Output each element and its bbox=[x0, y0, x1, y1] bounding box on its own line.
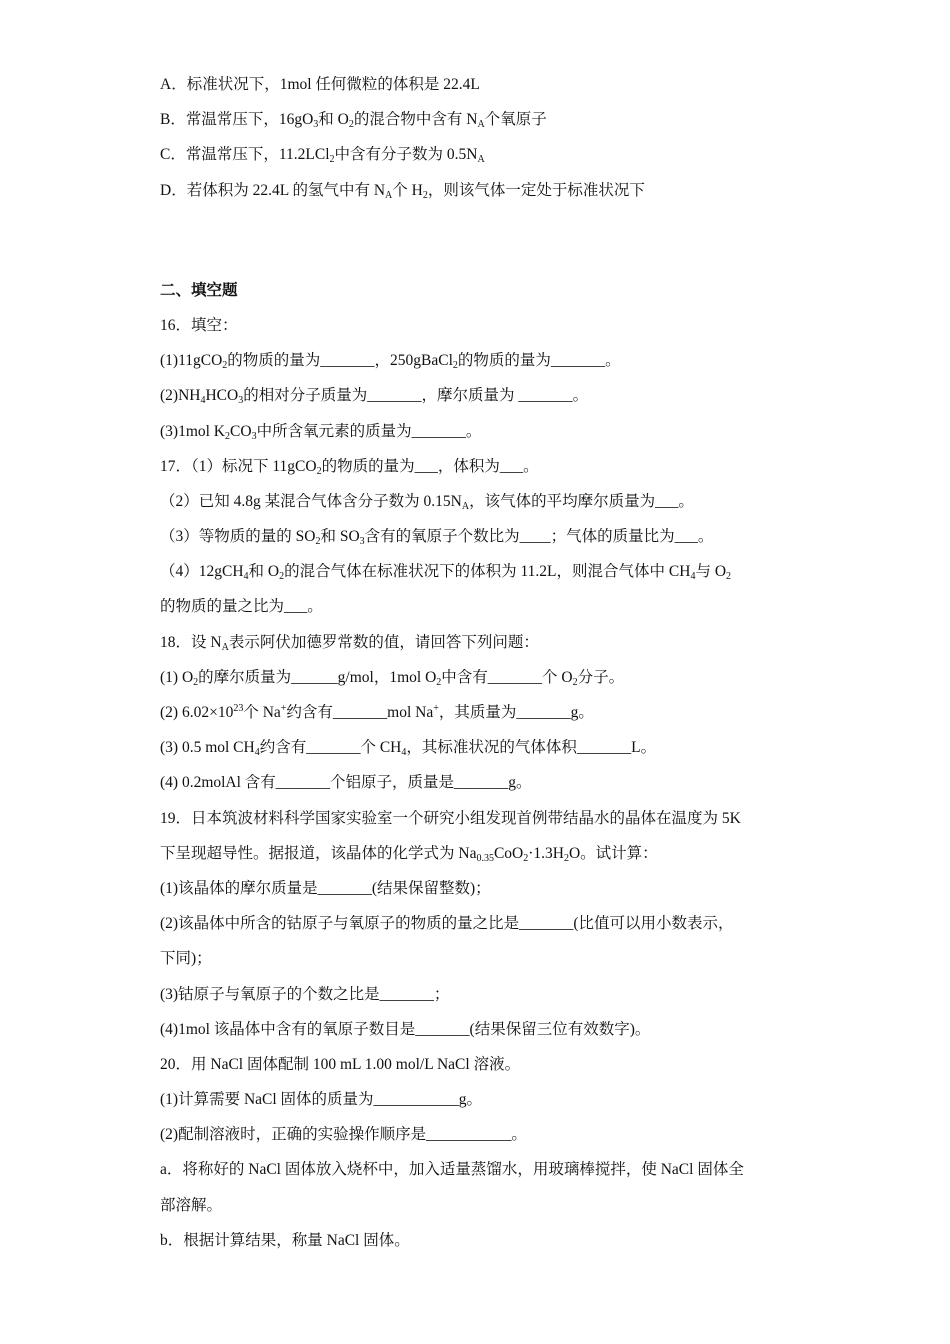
text-run: 含有的氧原子个数比为____；气体的质量比为___。 bbox=[364, 528, 714, 546]
answer-option bbox=[160, 144, 800, 179]
question-line bbox=[160, 1159, 800, 1194]
text-run: ，该气体的平均摩尔质量为___。 bbox=[469, 492, 694, 510]
text-run: 下同)； bbox=[160, 950, 212, 968]
subscript: 2 bbox=[225, 430, 231, 442]
text-run: 的物质的量为_______。 bbox=[457, 352, 621, 370]
text-run: 的摩尔质量为______g/mol，1mol O bbox=[198, 668, 437, 686]
question-line bbox=[160, 772, 800, 807]
text-run: HCO bbox=[205, 387, 239, 405]
text-run: C．常温常压下，11.2LCl bbox=[160, 146, 330, 164]
question-line bbox=[160, 667, 800, 702]
question-line bbox=[160, 596, 800, 631]
subscript: 2 bbox=[193, 676, 199, 688]
text-run: (3) 0.5 mol CH bbox=[160, 739, 255, 757]
text-run: （4）12gCH bbox=[160, 563, 244, 581]
text-run: 17．（1）标况下 11gCO bbox=[160, 457, 317, 475]
text-run: ，则该气体一定处于标准状况下 bbox=[427, 181, 645, 199]
text-run: 个氧原子 bbox=[484, 111, 547, 129]
text-run: (1)11gCO bbox=[160, 352, 223, 370]
question-line bbox=[160, 1089, 800, 1124]
text-run: A．标准状况下，1mol 任何微粒的体积是 22.4L bbox=[160, 76, 480, 93]
question-line bbox=[160, 1230, 800, 1265]
superscript: 23 bbox=[233, 703, 244, 714]
text-run: 中含有分子数为 0.5N bbox=[334, 146, 478, 164]
text-run: (1) O bbox=[160, 668, 194, 686]
answer-option bbox=[160, 74, 800, 109]
text-run: (4) 0.2molAl 含有_______个铝原子，质量是_______g。 bbox=[160, 774, 532, 792]
answer-option bbox=[160, 180, 800, 215]
text-run: （3）等物质的量的 SO bbox=[160, 528, 316, 546]
text-run: 约含有_______mol Na bbox=[286, 704, 434, 721]
section-gap bbox=[160, 215, 800, 280]
text-run: 的相对分子质量为_______，摩尔质量为 _______。 bbox=[243, 387, 589, 405]
subscript: 2 bbox=[329, 154, 335, 166]
subscript: 2 bbox=[572, 676, 578, 688]
text-run: 18．设 N bbox=[160, 633, 222, 651]
text-run: ，其标准状况的气体体积_______L。 bbox=[406, 739, 657, 757]
text-run: (3)1mol K bbox=[160, 422, 226, 440]
subscript: A bbox=[385, 189, 393, 201]
question-line bbox=[160, 456, 800, 491]
subscript: 2 bbox=[348, 119, 354, 131]
text-run: CO bbox=[230, 422, 252, 440]
text-run: CoO bbox=[493, 844, 524, 862]
subscript: 4 bbox=[200, 395, 206, 407]
text-run: b．根据计算结果，称量 NaCl 固体。 bbox=[160, 1231, 410, 1249]
text-run: 表示阿伏加德罗常数的值，请回答下列问题： bbox=[228, 633, 539, 651]
section-heading bbox=[160, 280, 800, 315]
subscript: 4 bbox=[401, 747, 407, 759]
question-line bbox=[160, 808, 800, 843]
subscript: A bbox=[477, 119, 485, 131]
text-run: B．常温常压下，16gO bbox=[160, 111, 314, 129]
text-run: (4)1mol 该晶体中含有的氧原子数目是_______(结果保留三位有效数字)。 bbox=[160, 1020, 651, 1038]
question-line bbox=[160, 491, 800, 526]
question-line bbox=[160, 526, 800, 561]
subscript: 2 bbox=[422, 189, 428, 201]
text-run: a．将称好的 NaCl 固体放入烧杯中，加入适量蒸馏水，用玻璃棒搅拌，使 NaCl 固体全 bbox=[160, 1161, 744, 1179]
text-run: 个 Na bbox=[243, 704, 281, 721]
text-run: 的物质的量为___，体积为___。 bbox=[321, 457, 539, 475]
subscript: 4 bbox=[690, 571, 696, 583]
text-run: 中含有_______个 O bbox=[441, 668, 573, 686]
text-run: (2)该晶体中所含的钴原子与氧原子的物质的量之比是_______(比值可以用小数表示， bbox=[160, 915, 734, 933]
subscript: 2 bbox=[436, 676, 442, 688]
text-run: 20．用 NaCl 固体配制 100 mL 1.00 mol/L NaCl 溶液。 bbox=[160, 1055, 521, 1073]
text-run: (1)计算需要 NaCl 固体的质量为___________g。 bbox=[160, 1091, 483, 1109]
text-run: ·1.3H bbox=[528, 844, 564, 862]
question-line bbox=[160, 843, 800, 878]
question-line bbox=[160, 1054, 800, 1089]
superscript: + bbox=[433, 703, 439, 714]
subscript: 3 bbox=[313, 119, 319, 131]
question-line bbox=[160, 913, 800, 948]
question-line bbox=[160, 1019, 800, 1054]
subscript: 0.35 bbox=[476, 852, 494, 864]
text-run: （2）已知 4.8g 某混合气体含分子数为 0.15N bbox=[160, 492, 462, 510]
subscript: 2 bbox=[726, 571, 732, 583]
text-run: (2)NH bbox=[160, 387, 201, 405]
subscript: 3 bbox=[359, 536, 365, 548]
text-run: 约含有_______个 CH bbox=[259, 739, 402, 757]
subscript: 2 bbox=[563, 852, 569, 864]
answer-option bbox=[160, 109, 800, 144]
text-run: 19．日本筑波材料科学国家实验室一个研究小组发现首例带结晶水的晶体在温度为 5K bbox=[160, 809, 741, 827]
text-run: 的混合物中含有 N bbox=[353, 111, 478, 129]
text-run: 下呈现超导性。据报道，该晶体的化学式为 Na bbox=[160, 844, 477, 862]
question-line bbox=[160, 737, 800, 772]
text-run: 中所含氧元素的质量为_______。 bbox=[256, 422, 482, 440]
text-run: O。试计算： bbox=[568, 844, 658, 862]
question-line bbox=[160, 632, 800, 667]
text-run: 部溶解。 bbox=[160, 1196, 223, 1214]
document-page bbox=[160, 74, 800, 1265]
subscript: A bbox=[477, 154, 485, 166]
question-line bbox=[160, 421, 800, 456]
text-run: 和 O bbox=[318, 111, 349, 129]
subscript: 4 bbox=[254, 747, 260, 759]
superscript: + bbox=[280, 703, 287, 714]
text-run: 和 SO bbox=[320, 528, 360, 546]
subscript: A bbox=[461, 500, 470, 512]
text-run: 和 O bbox=[248, 563, 280, 581]
text-run: 的混合气体在标准状况下的体积为 11.2L，则混合气体中 CH bbox=[284, 563, 691, 581]
text-run: 二、填空题 bbox=[160, 281, 238, 299]
text-run: 的物质的量为_______，250gBaCl bbox=[227, 352, 453, 370]
text-run: ，其质量为_______g。 bbox=[438, 704, 594, 721]
subscript: 3 bbox=[251, 430, 257, 442]
subscript: 2 bbox=[279, 571, 285, 583]
question-line bbox=[160, 561, 800, 596]
text-run: D．若体积为 22.4L 的氢气中有 N bbox=[160, 181, 386, 199]
subscript: 3 bbox=[238, 395, 244, 407]
text-run: 的物质的量之比为___。 bbox=[160, 598, 323, 616]
question-line bbox=[160, 702, 800, 737]
subscript: 2 bbox=[222, 360, 228, 372]
question-line bbox=[160, 315, 800, 350]
text-run: (2)配制溶液时，正确的实验操作顺序是___________。 bbox=[160, 1126, 527, 1144]
question-line bbox=[160, 1195, 800, 1230]
text-run: (1)该晶体的摩尔质量是_______(结果保留整数)； bbox=[160, 879, 491, 897]
subscript: A bbox=[221, 641, 229, 653]
question-line bbox=[160, 878, 800, 913]
subscript: 2 bbox=[316, 465, 322, 477]
text-run: (2) 6.02×10 bbox=[160, 704, 234, 721]
text-run: 个 H bbox=[392, 181, 423, 199]
question-line bbox=[160, 350, 800, 385]
question-line bbox=[160, 385, 800, 420]
text-run: 分子。 bbox=[577, 668, 625, 686]
subscript: 2 bbox=[315, 536, 321, 548]
text-run: (3)钴原子与氧原子的个数之比是_______； bbox=[160, 985, 450, 1003]
text-run: 16．填空： bbox=[160, 316, 238, 334]
question-line bbox=[160, 984, 800, 1019]
subscript: 4 bbox=[243, 571, 249, 583]
subscript: 2 bbox=[523, 852, 529, 864]
question-line bbox=[160, 948, 800, 983]
subscript: 2 bbox=[452, 360, 458, 372]
question-line bbox=[160, 1124, 800, 1159]
text-run: 与 O bbox=[695, 563, 727, 581]
